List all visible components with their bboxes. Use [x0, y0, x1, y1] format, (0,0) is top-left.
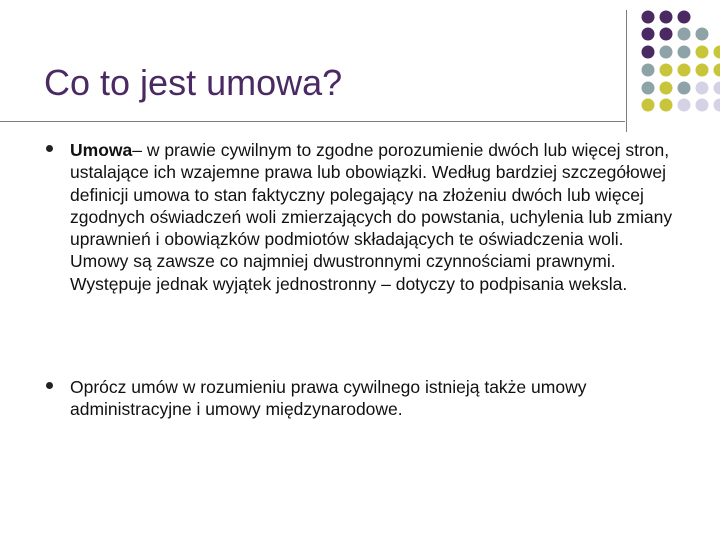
bullet-text: [70, 139, 676, 295]
slide-title: Co to jest umowa?: [44, 62, 343, 103]
bullet-dot-icon: [46, 145, 53, 152]
bullet-item-definition: [46, 139, 686, 295]
bullet-item-other-contracts: [46, 376, 686, 421]
bullet-body: Oprócz umów w rozumieniu prawa cywilnego istnieją także umowy administracyjne i umowy międzynarodowe.: [70, 377, 587, 420]
bullet-text: [70, 376, 676, 421]
bullet-term: Umowa: [70, 140, 133, 160]
bullet-dot-icon: [46, 382, 53, 389]
bullet-body: – w prawie cywilnym to zgodne porozumienie dwóch lub więcej stron, ustalające ich wzajemne prawa lub obowiązki. Według bardziej szczegółowej definicji umowa to stan faktyczny polegający na złożeniu dwóch lub więcej zgodnych oświadczeń woli zmierzających do powstania, uchylenia lub zmiany uprawnień i obowiązków podmiotów składających te oświadczenia woli. Umowy są zawsze co najmniej dwustronnymi czynnościami prawnymi. Występuje jednak wyjątek jednostronny – dotyczy to podpisania weksla.: [70, 140, 673, 294]
